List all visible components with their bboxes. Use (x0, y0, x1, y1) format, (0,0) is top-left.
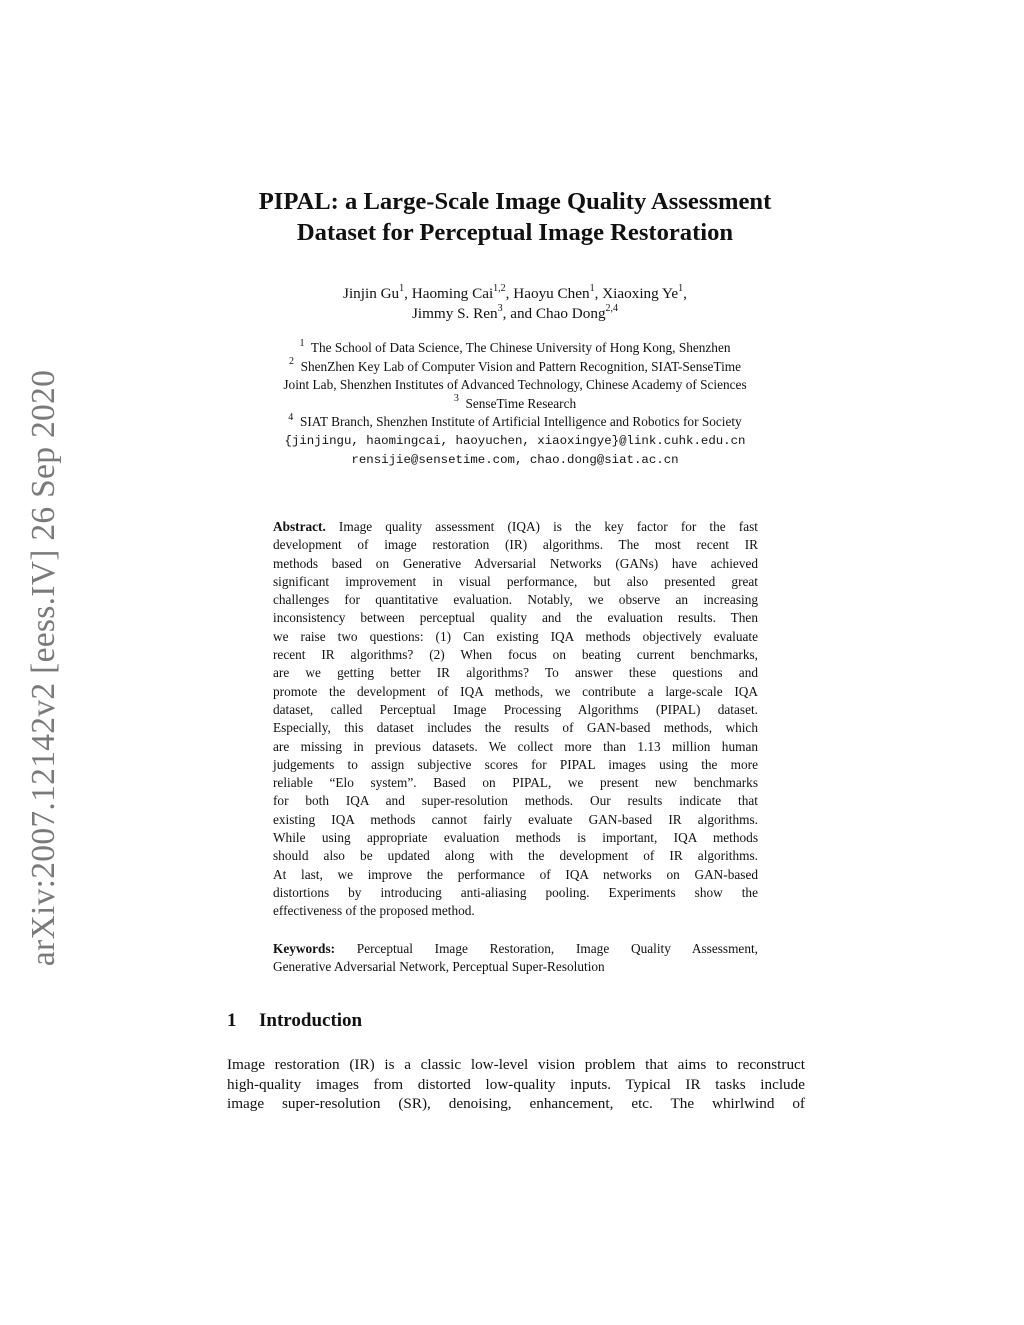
title-line-2: Dataset for Perceptual Image Restoration (296, 219, 734, 246)
email-line-2: rensijie@sensetime.com, chao.dong@siat.ac.cn (351, 452, 679, 467)
author-name: and Chao Dong (510, 305, 606, 322)
abstract-line: promote the development of IQA methods, we contribute a large-scale IQA (273, 683, 758, 699)
abstract-line: for both IQA and super-resolution methods. Our results indicate that (273, 793, 758, 809)
abstract-line: are we getting better IR algorithms? To answer these questions and (273, 665, 758, 681)
abstract-line: dataset, called Perceptual Image Processing Algorithms (PIPAL) dataset. (273, 701, 758, 717)
affiliation-line (200, 376, 830, 395)
author-name: Haoming Cai (411, 285, 494, 302)
author-name: Jinjin Gu (343, 285, 400, 302)
affiliation-mark: 4 (288, 411, 294, 423)
keywords-line (273, 940, 758, 958)
abstract-line: recent IR algorithms? (2) When focus on beating current benchmarks, (273, 647, 758, 663)
author-affiliation-mark: 1 (589, 282, 595, 294)
affiliations (200, 339, 830, 469)
body-line: image super-resolution (SR), denoising, enhancement, etc. The whirlwind of (227, 1095, 805, 1113)
keywords-label: Keywords: (273, 941, 336, 956)
abstract-line: Especially, this dataset includes the results of GAN-based methods, which (273, 720, 758, 736)
abstract-line: we raise two questions: (1) Can existing IQA methods objectively evaluate (273, 628, 758, 644)
affiliation-text: ShenZhen Key Lab of Computer Vision and Pattern Recognition, SIAT-SenseTime (300, 358, 742, 374)
affiliation-text: Joint Lab, Shenzhen Institutes of Advanced Technology, Chinese Academy of Sciences (283, 377, 747, 393)
section-number: 1 (227, 1010, 237, 1031)
affiliation-mark: 1 (299, 337, 305, 349)
introduction-paragraph (227, 1055, 805, 1114)
abstract-line: existing IQA methods cannot fairly evaluate GAN-based IR algorithms. (273, 811, 758, 827)
section-heading (227, 1010, 362, 1032)
abstract-line: inconsistency between perceptual quality and the evaluation results. Then (273, 610, 758, 626)
abstract-line: challenges for quantitative evaluation. Notably, we observe an increasing (273, 592, 758, 608)
arxiv-identifier-stamp (24, 348, 64, 988)
affiliation-line (200, 358, 830, 377)
abstract-line: significant improvement in visual performance, but also presented great (273, 573, 758, 589)
abstract-line-text: Image quality assessment (IQA) is the key factor for the fast (338, 519, 758, 534)
affiliation-text: SIAT Branch, Shenzhen Institute of Artificial Intelligence and Robotics for Society (299, 414, 742, 430)
section-title: Introduction (259, 1010, 363, 1031)
title-line-1: PIPAL: a Large-Scale Image Quality Assessment (258, 188, 772, 215)
author-affiliation-mark: 3 (497, 302, 503, 314)
abstract-line: At last, we improve the performance of IQA networks on GAN-based (273, 866, 758, 882)
abstract-line: methods based on Generative Adversarial Networks (GANs) have achieved (273, 555, 758, 571)
author-affiliation-mark: 1,2 (493, 282, 506, 294)
keywords-line: Generative Adversarial Network, Perceptual Super-Resolution (273, 959, 605, 975)
abstract-line: should also be updated along with the development of IR algorithms. (273, 848, 758, 864)
abstract-line: are missing in previous datasets. We collect more than 1.13 million human (273, 738, 758, 754)
body-line: Image restoration (IR) is a classic low-level vision problem that aims to reconstruct (227, 1056, 805, 1073)
abstract-line: development of image restoration (IR) algorithms. The most recent IR (273, 537, 758, 553)
affiliation-line (200, 395, 830, 414)
affiliation-text: SenseTime Research (465, 395, 577, 411)
affiliation-text: The School of Data Science, The Chinese University of Hong Kong, Shenzhen (310, 340, 731, 355)
author-name: Haoyu Chen (513, 285, 590, 302)
body-line: high-quality images from distorted low-quality inputs. Typical IR tasks include (227, 1075, 805, 1093)
author-list (200, 284, 830, 324)
affiliation-mark: 2 (288, 356, 294, 368)
author-affiliation-mark: 1 (678, 282, 684, 294)
paper-title (200, 186, 830, 248)
abstract-line: reliable “Elo system”. Based on PIPAL, we present new benchmarks (273, 775, 758, 791)
keywords-line-text: Perceptual Image Restoration, Image Quality Assessment, (356, 941, 758, 956)
abstract-line: effectiveness of the proposed method. (273, 903, 475, 919)
author-affiliation-mark: 2,4 (605, 302, 619, 314)
abstract-line: distortions by introducing anti-aliasing pooling. Experiments show the (273, 884, 758, 900)
abstract-label: Abstract. (273, 519, 326, 534)
author-line-2: Jimmy S. Ren$^3$, and Chao Dong$^{2,4}$ (411, 302, 619, 322)
abstract-line: While using appropriate evaluation methods is important, IQA methods (273, 830, 758, 846)
author-name: Jimmy S. Ren (411, 305, 498, 322)
abstract-line: judgements to assign subjective scores for PIPAL images using the more (273, 756, 758, 772)
author-name: Xiaoxing Ye (602, 285, 679, 302)
email-line-1: {jinjingu, haomingcai, haoyuchen, xiaoxingye}@link.cuhk.edu.cn (284, 433, 746, 448)
affiliation-line (200, 413, 830, 432)
author-affiliation-mark: 1 (399, 282, 405, 294)
affiliation-mark: 3 (453, 393, 459, 405)
abstract-line (273, 518, 758, 536)
author-line-1: Jinjin Gu$^1$, Haoming Cai$^{1,2}$, Haoyu Chen$^1$, Xiaoxing Ye$^1$, (343, 282, 687, 302)
abstract (273, 518, 758, 921)
affiliation-line (200, 339, 830, 358)
keywords (273, 940, 758, 977)
arxiv-identifier-text: arXiv:2007.12142v2 [eess.IV] 26 Sep 2020 (25, 369, 62, 967)
